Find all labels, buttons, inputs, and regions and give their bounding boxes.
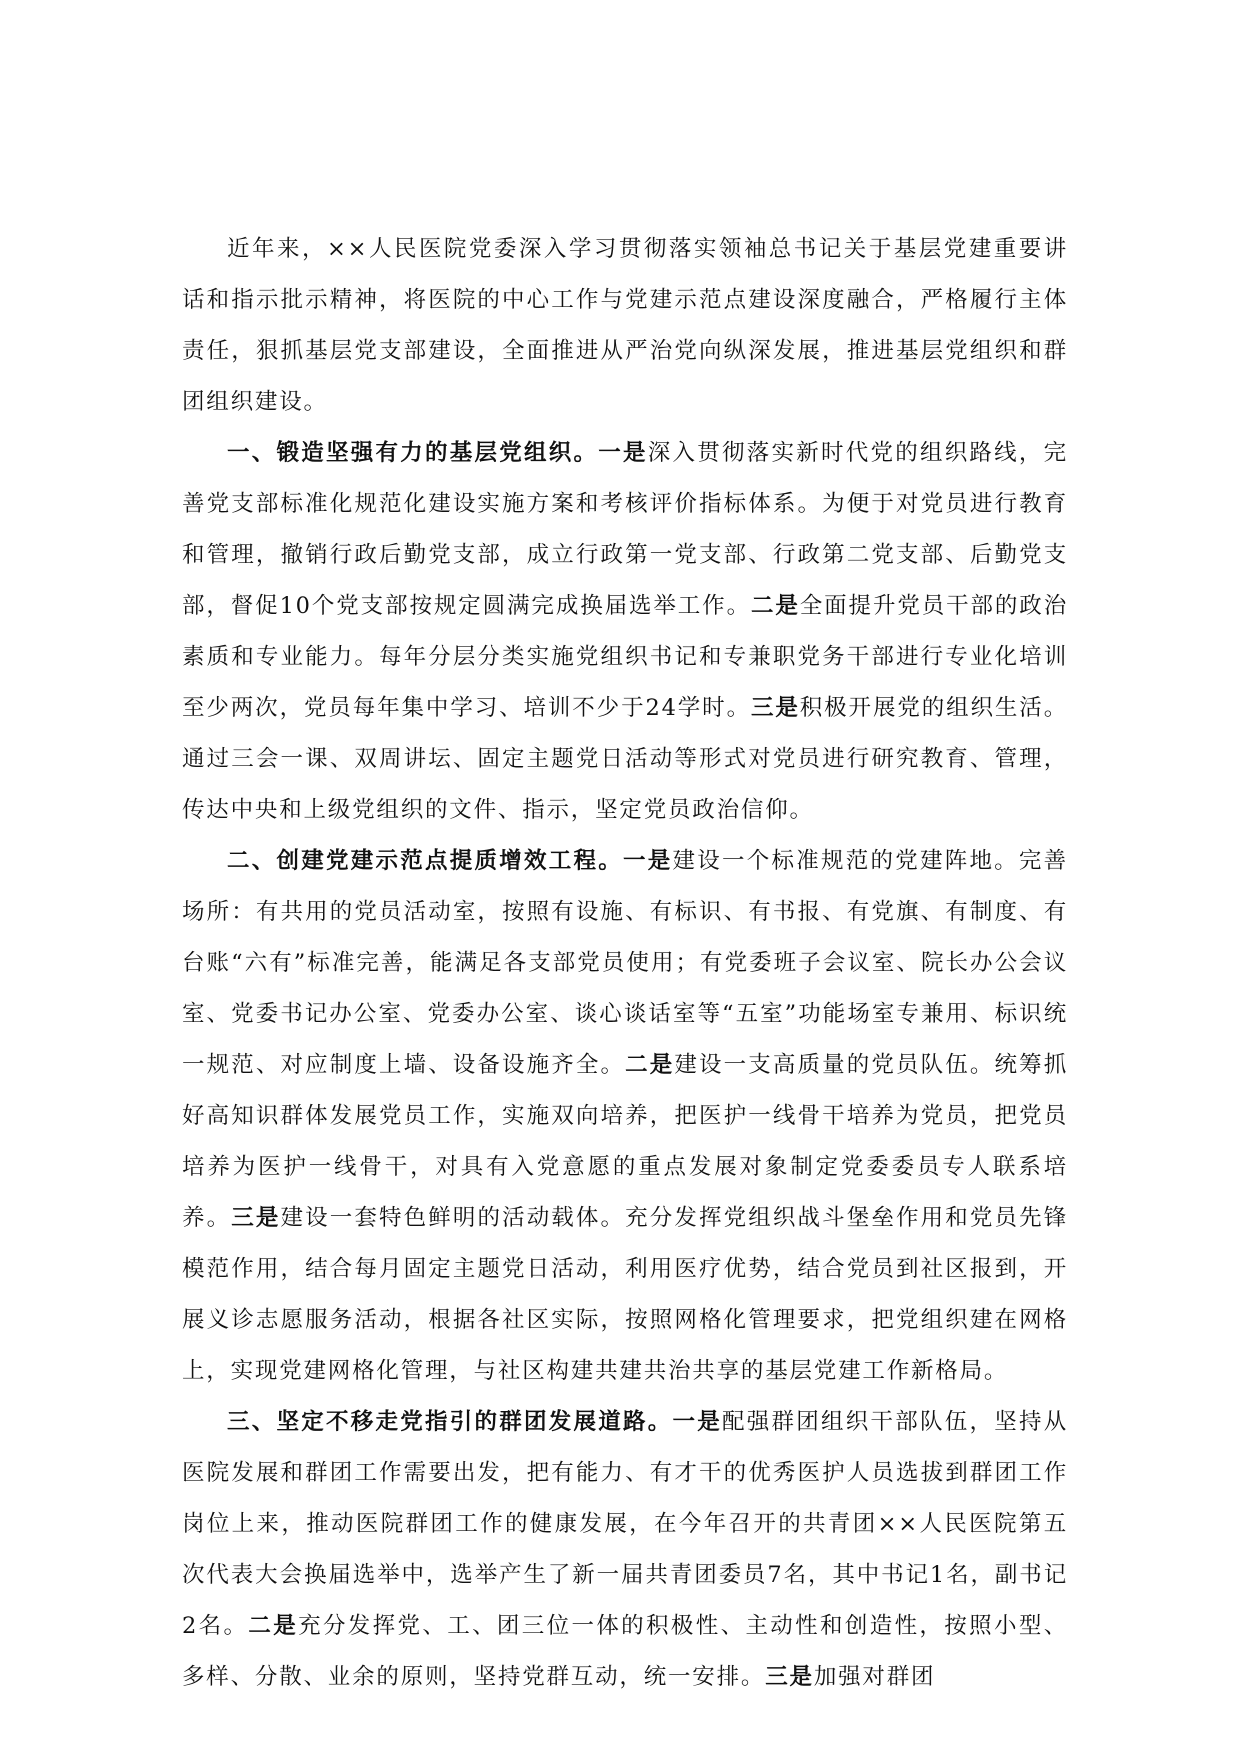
intro-text: 近年来，××人民医院党委深入学习贯彻落实领袖总书记关于基层党建重要讲话和指示批示精神，将医院的中心工作与党建示范点建设深度融合，严格履行主体责任，狠抓基层党支部建设，全面推进从严治党向纵深发展，推进基层党组织和群团组织建设。 <box>182 236 1068 415</box>
section-three-point-three-marker: 三是 <box>765 1664 814 1690</box>
section-one-point-two-marker: 二是 <box>750 593 800 619</box>
section-two-point-one-text: 建设一个标准规范的党建阵地。完善场所：有共用的党员活动室，按照有设施、有标识、有书报、有党旗、有制度、有台账“六有”标准完善，能满足各支部党员使用；有党委班子会议室、院长办公会议室、党委书记办公室、党委办公室、谈心谈话室等“五室”功能场室专兼用、标识统一规范、对应制度上墙、设备设施齐全。 <box>182 848 1068 1078</box>
section-two-point-two-marker: 二是 <box>625 1052 675 1078</box>
section-three-heading: 三、坚定不移走党指引的群团发展道路。 <box>227 1409 673 1435</box>
document-body <box>182 224 1068 1703</box>
section-three-paragraph <box>182 1397 1068 1703</box>
section-three-point-one-marker: 一是 <box>672 1409 722 1435</box>
intro-paragraph <box>182 224 1068 428</box>
section-one-point-three-text: 积极开展党的组织生活。通过三会一课、双周讲坛、固定主题党日活动等形式对党员进行研究教育、管理，传达中央和上级党组织的文件、指示，坚定党员政治信仰。 <box>182 695 1068 823</box>
section-two-point-two-text: 建设一支高质量的党员队伍。统筹抓好高知识群体发展党员工作，实施双向培养，把医护一线骨干培养为党员，把党员培养为医护一线骨干，对具有入党意愿的重点发展对象制定党委委员专人联系培养。 <box>182 1052 1068 1231</box>
section-three-point-one-text: 配强群团组织干部队伍，坚持从医院发展和群团工作需要出发，把有能力、有才干的优秀医护人员选拔到群团工作岗位上来，推动医院群团工作的健康发展，在今年召开的共青团××人民医院第五次代表大会换届选举中，选举产生了新一届共青团委员7名，其中书记1名，副书记2名。 <box>182 1409 1068 1639</box>
section-two-paragraph <box>182 836 1068 1397</box>
section-one-paragraph <box>182 428 1068 836</box>
section-two-heading: 二、创建党建示范点提质增效工程。 <box>227 848 623 874</box>
section-two-point-one-marker: 一是 <box>622 848 673 874</box>
section-one-point-one-text: 深入贯彻落实新时代党的组织路线，完善党支部标准化规范化建设实施方案和考核评价指标体系。为便于对党员进行教育和管理，撤销行政后勤党支部，成立行政第一党支部、行政第二党支部、后勤党支部，督促10个党支部按规定圆满完成换届选举工作。 <box>182 440 1068 619</box>
section-three-point-two-text: 充分发挥党、工、团三位一体的积极性、主动性和创造性，按照小型、多样、分散、业余的原则，坚持党群互动，统一安排。 <box>182 1613 1068 1690</box>
section-one-point-two-text: 全面提升党员干部的政治素质和专业能力。每年分层分类实施党组织书记和专兼职党务干部进行专业化培训至少两次，党员每年集中学习、培训不少于24学时。 <box>182 593 1068 721</box>
section-one-heading: 一、锻造坚强有力的基层党组织。 <box>227 440 599 466</box>
section-two-point-three-marker: 三是 <box>231 1205 281 1231</box>
section-three-point-three-text: 加强对群团 <box>813 1664 936 1690</box>
section-two-point-three-text: 建设一套特色鲜明的活动载体。充分发挥党组织战斗堡垒作用和党员先锋模范作用，结合每月固定主题党日活动，利用医疗优势，结合党员到社区报到，开展义诊志愿服务活动，根据各社区实际，按照网格化管理要求，把党组织建在网格上，实现党建网格化管理，与社区构建共建共治共享的基层党建工作新格局。 <box>182 1205 1068 1384</box>
section-one-point-one-marker: 一是 <box>598 440 648 466</box>
section-three-point-two-marker: 二是 <box>248 1613 299 1639</box>
section-one-point-three-marker: 三是 <box>750 695 800 721</box>
